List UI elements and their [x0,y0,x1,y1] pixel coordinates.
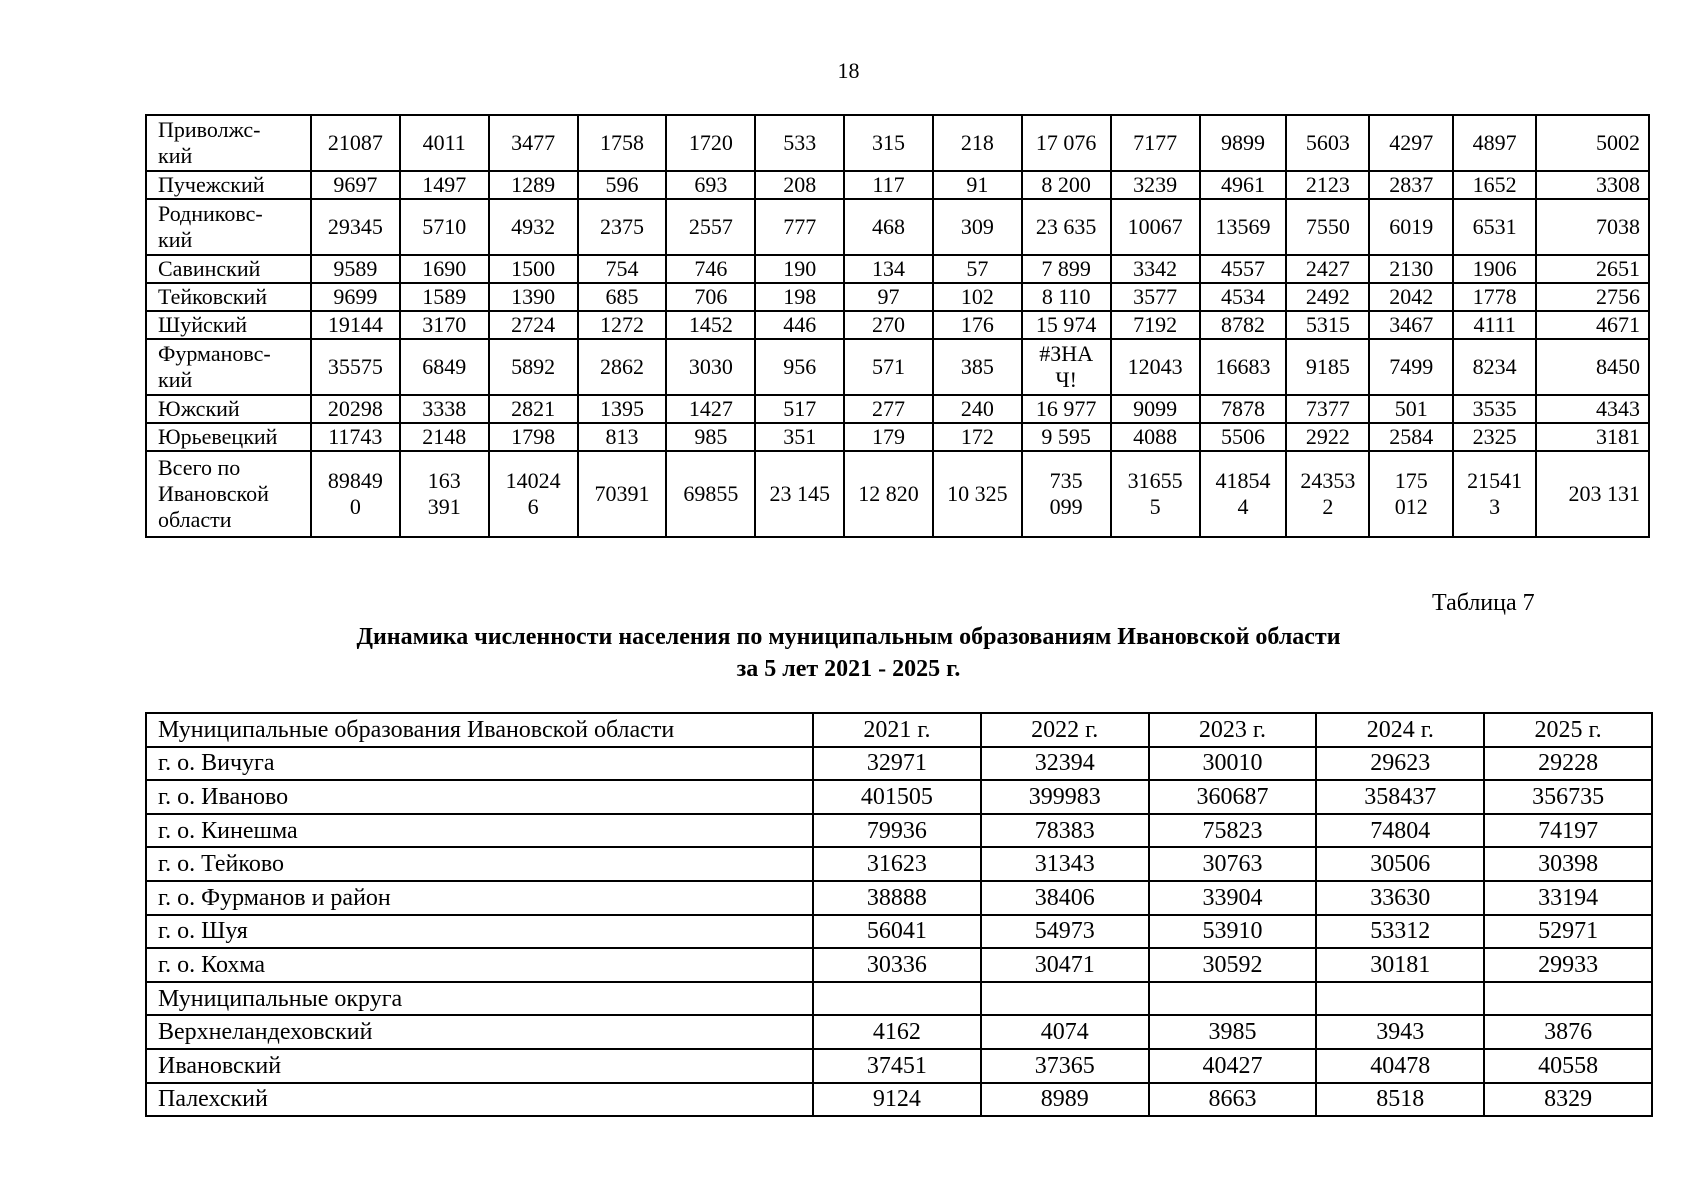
table-cell: 8782 [1200,311,1287,339]
table-cell: 57 [933,255,1022,283]
table-cell: 23 145 [755,451,844,537]
table-cell: 7177 [1111,115,1200,171]
table-row [146,311,1649,339]
table-cell: 360687 [1149,780,1317,814]
table-row [146,339,1649,395]
table-cell: 2148 [400,423,489,451]
table-cell: 75823 [1149,814,1317,848]
table-cell: 20298 [311,395,400,423]
table-cell: 21087 [311,115,400,171]
table-cell: 2130 [1369,255,1453,283]
table-caption: Таблица 7 [1432,590,1535,616]
table-cell: 33630 [1316,881,1484,915]
table-cell: 754 [578,255,667,283]
table-cell: 4088 [1111,423,1200,451]
table-row [146,847,1652,881]
table-cell: 12 820 [844,451,933,537]
table-cell: 4074 [981,1015,1149,1049]
table-cell: 3181 [1536,423,1649,451]
table-cell: 37451 [813,1049,981,1083]
table-cell: 1289 [489,171,578,199]
table-cell: 31655 5 [1111,451,1200,537]
table-cell: 3342 [1111,255,1200,283]
table-cell: 5506 [1200,423,1287,451]
table-cell: 37365 [981,1049,1149,1083]
table-cell: 53910 [1149,915,1317,949]
table-cell: 32394 [981,747,1149,781]
table-cell: 9697 [311,171,400,199]
table-cell: 1798 [489,423,578,451]
table-cell: 309 [933,199,1022,255]
table-cell: 2724 [489,311,578,339]
row-label: Тейковский [146,283,311,311]
table-cell: 2427 [1286,255,1369,283]
table-cell: 2862 [578,339,667,395]
table-cell: 40478 [1316,1049,1484,1083]
table-cell: 8234 [1453,339,1536,395]
table-cell: 10 325 [933,451,1022,537]
table-cell: 4111 [1453,311,1536,339]
table-row [146,451,1649,537]
table-cell: 175 012 [1369,451,1453,537]
table-cell: 7878 [1200,395,1287,423]
table-cell: 1758 [578,115,667,171]
table-cell: 14024 6 [489,451,578,537]
table-cell: 3943 [1316,1015,1484,1049]
table-cell: 1690 [400,255,489,283]
table-cell: 35575 [311,339,400,395]
table-title: Динамика численности населения по муниципальным образованиям Ивановской области [356,624,1341,650]
table-cell: 706 [666,283,755,311]
table-cell: 53312 [1316,915,1484,949]
table-cell: 746 [666,255,755,283]
table-cell: 69855 [666,451,755,537]
table-cell: 4534 [1200,283,1287,311]
table-cell: 2325 [1453,423,1536,451]
population-breakdown-table [145,114,1650,538]
table-cell: 11743 [311,423,400,451]
table-row [146,881,1652,915]
table-cell: 198 [755,283,844,311]
table-cell: 30181 [1316,948,1484,982]
table-cell: 91 [933,171,1022,199]
table-cell: 2756 [1536,283,1649,311]
table-row [146,1083,1652,1117]
table-cell: 32971 [813,747,981,781]
table-row [146,1015,1652,1049]
table-cell: 218 [933,115,1022,171]
column-header-year: 2022 г. [981,713,1149,747]
table-row [146,747,1652,781]
row-label: Южский [146,395,311,423]
table-cell: 501 [1369,395,1453,423]
table-cell: 30010 [1149,747,1317,781]
row-label: Ивановский [146,1049,813,1083]
table-cell: 19144 [311,311,400,339]
table-cell: 8450 [1536,339,1649,395]
table-cell: 10067 [1111,199,1200,255]
row-label: г. о. Вичуга [146,747,813,781]
table-cell: 3876 [1484,1015,1652,1049]
table-cell: 33194 [1484,881,1652,915]
table-cell: 4557 [1200,255,1287,283]
table-cell: 30592 [1149,948,1317,982]
table-cell: 3467 [1369,311,1453,339]
table-cell: 203 131 [1536,451,1649,537]
table-cell: 517 [755,395,844,423]
table-cell: 102 [933,283,1022,311]
column-header-year: 2021 г. [813,713,981,747]
table-cell: 5002 [1536,115,1649,171]
row-label: Фурмановс- кий [146,339,311,395]
table-cell: 30471 [981,948,1149,982]
table-cell: 270 [844,311,933,339]
table-row [146,814,1652,848]
table-cell: 4671 [1536,311,1649,339]
table-cell: 70391 [578,451,667,537]
table-cell: 735 099 [1022,451,1111,537]
table-cell: 4162 [813,1015,981,1049]
row-label: Юрьевецкий [146,423,311,451]
table-row [146,395,1649,423]
table-cell: 23 635 [1022,199,1111,255]
table-header-row [146,713,1652,747]
table-cell [1316,982,1484,1016]
table-subtitle: за 5 лет 2021 - 2025 г. [736,656,961,682]
table-cell: 2557 [666,199,755,255]
table-cell: 399983 [981,780,1149,814]
table-cell: 9899 [1200,115,1287,171]
table-cell: 9589 [311,255,400,283]
table-cell: 596 [578,171,667,199]
column-header-municipality: Муниципальные образования Ивановской области [146,713,813,747]
table-cell: 1427 [666,395,755,423]
table-cell: 56041 [813,915,981,949]
table-cell: 16683 [1200,339,1287,395]
table-cell: 17 076 [1022,115,1111,171]
table-cell: 1778 [1453,283,1536,311]
row-label: Палехский [146,1083,813,1117]
table-cell: 79936 [813,814,981,848]
population-dynamics-table [145,712,1653,1117]
table-cell: 40558 [1484,1049,1652,1083]
table-cell [1149,982,1317,1016]
table-cell: 4932 [489,199,578,255]
table-cell: 1452 [666,311,755,339]
row-label: Родниковс- кий [146,199,311,255]
table-cell: 97 [844,283,933,311]
column-header-year: 2023 г. [1149,713,1317,747]
table-cell: 3985 [1149,1015,1317,1049]
table-cell: 33904 [1149,881,1317,915]
table-cell: 30336 [813,948,981,982]
row-label: Всего по Ивановской области [146,451,311,537]
table-row [146,780,1652,814]
table-cell [1484,982,1652,1016]
table-cell: 163 391 [400,451,489,537]
table-cell: 533 [755,115,844,171]
table-cell: 172 [933,423,1022,451]
table-cell: 2123 [1286,171,1369,199]
table-cell: 7550 [1286,199,1369,255]
table-cell: 12043 [1111,339,1200,395]
table-cell: 1652 [1453,171,1536,199]
table-cell: 15 974 [1022,311,1111,339]
column-header-year: 2025 г. [1484,713,1652,747]
row-label: Верхнеландеховский [146,1015,813,1049]
row-label: г. о. Кохма [146,948,813,982]
table-cell: 9185 [1286,339,1369,395]
table-cell: 24353 2 [1286,451,1369,537]
row-label: г. о. Фурманов и район [146,881,813,915]
table-cell: 78383 [981,814,1149,848]
table-row [146,1049,1652,1083]
table-cell: 4297 [1369,115,1453,171]
table-cell: 38406 [981,881,1149,915]
row-label: Савинский [146,255,311,283]
table-row [146,171,1649,199]
table-cell: 358437 [1316,780,1484,814]
column-header-year: 2024 г. [1316,713,1484,747]
table-row [146,948,1652,982]
table-cell: 813 [578,423,667,451]
table-cell: 240 [933,395,1022,423]
table-cell: 356735 [1484,780,1652,814]
table-cell: 1390 [489,283,578,311]
row-label: Пучежский [146,171,311,199]
row-label: г. о. Тейково [146,847,813,881]
table-cell: 8518 [1316,1083,1484,1117]
table-cell: 8663 [1149,1083,1317,1117]
table-cell: 7377 [1286,395,1369,423]
table-cell: 30506 [1316,847,1484,881]
table-cell: 5315 [1286,311,1369,339]
page-number: 18 [837,58,860,83]
table-cell: 4011 [400,115,489,171]
table-cell: 190 [755,255,844,283]
table-cell: 1395 [578,395,667,423]
table-cell: 1500 [489,255,578,283]
table-cell: 29933 [1484,948,1652,982]
table-cell: 5710 [400,199,489,255]
table-cell: 3308 [1536,171,1649,199]
table-cell: 2375 [578,199,667,255]
row-label: г. о. Иваново [146,780,813,814]
table-cell: 3030 [666,339,755,395]
table-cell: 1589 [400,283,489,311]
table-cell: 5603 [1286,115,1369,171]
table-cell: 6849 [400,339,489,395]
table-cell: 74804 [1316,814,1484,848]
table-cell: 31623 [813,847,981,881]
table-cell: 985 [666,423,755,451]
table-cell: 41854 4 [1200,451,1287,537]
row-label: Муниципальные округа [146,982,813,1016]
table-cell: 21541 3 [1453,451,1536,537]
table-cell: 9124 [813,1083,981,1117]
table-cell: 2837 [1369,171,1453,199]
table-cell: 1497 [400,171,489,199]
table-cell: 401505 [813,780,981,814]
table-row [146,283,1649,311]
table-cell: 4897 [1453,115,1536,171]
table-cell: 40427 [1149,1049,1317,1083]
table-cell: 16 977 [1022,395,1111,423]
table-cell: 30763 [1149,847,1317,881]
table-cell: 8329 [1484,1083,1652,1117]
table-cell: 30398 [1484,847,1652,881]
table-cell: 693 [666,171,755,199]
table-cell: 1720 [666,115,755,171]
table-cell: 571 [844,339,933,395]
table-cell: 956 [755,339,844,395]
row-label: Приволжс- кий [146,115,311,171]
table-cell: 74197 [1484,814,1652,848]
table-cell: 9699 [311,283,400,311]
table-cell: 446 [755,311,844,339]
table-cell: 351 [755,423,844,451]
table-cell: 9099 [1111,395,1200,423]
table-row [146,423,1649,451]
table-cell: 2584 [1369,423,1453,451]
table-cell: 6019 [1369,199,1453,255]
table-row [146,115,1649,171]
table-cell: 7192 [1111,311,1200,339]
table-cell: 2042 [1369,283,1453,311]
row-label: г. о. Шуя [146,915,813,949]
table-cell: 89849 0 [311,451,400,537]
table-cell: 3170 [400,311,489,339]
table-cell: 13569 [1200,199,1287,255]
table-cell: 3239 [1111,171,1200,199]
table-cell: 685 [578,283,667,311]
table-cell: 9 595 [1022,423,1111,451]
table-cell: 176 [933,311,1022,339]
table-cell: 54973 [981,915,1149,949]
table-cell: 3535 [1453,395,1536,423]
table-cell: 29228 [1484,747,1652,781]
table-cell: 7499 [1369,339,1453,395]
table-cell: 2922 [1286,423,1369,451]
table-cell: 38888 [813,881,981,915]
table-cell: 31343 [981,847,1149,881]
table-cell: 8989 [981,1083,1149,1117]
table-row [146,255,1649,283]
table-cell: 2651 [1536,255,1649,283]
table-row [146,915,1652,949]
table-cell: 277 [844,395,933,423]
table-cell: 52971 [1484,915,1652,949]
table-cell: 29345 [311,199,400,255]
table-cell: 179 [844,423,933,451]
table-cell: 29623 [1316,747,1484,781]
table-cell: 2821 [489,395,578,423]
row-label: г. о. Кинешма [146,814,813,848]
table-cell: 385 [933,339,1022,395]
table-cell: 4961 [1200,171,1287,199]
table-cell: 468 [844,199,933,255]
table-cell: 6531 [1453,199,1536,255]
table-cell: #ЗНА Ч! [1022,339,1111,395]
table-cell: 8 200 [1022,171,1111,199]
table-cell [813,982,981,1016]
table-cell: 3477 [489,115,578,171]
table-row [146,982,1652,1016]
table-cell [981,982,1149,1016]
table-cell: 117 [844,171,933,199]
table-cell: 2492 [1286,283,1369,311]
table-cell: 7 899 [1022,255,1111,283]
table-cell: 8 110 [1022,283,1111,311]
table-cell: 134 [844,255,933,283]
table-row [146,199,1649,255]
table-cell: 7038 [1536,199,1649,255]
table-cell: 777 [755,199,844,255]
table-cell: 3577 [1111,283,1200,311]
table-cell: 1906 [1453,255,1536,283]
table-cell: 3338 [400,395,489,423]
table-cell: 315 [844,115,933,171]
table-cell: 5892 [489,339,578,395]
table-cell: 1272 [578,311,667,339]
table-cell: 4343 [1536,395,1649,423]
table-cell: 208 [755,171,844,199]
row-label: Шуйский [146,311,311,339]
